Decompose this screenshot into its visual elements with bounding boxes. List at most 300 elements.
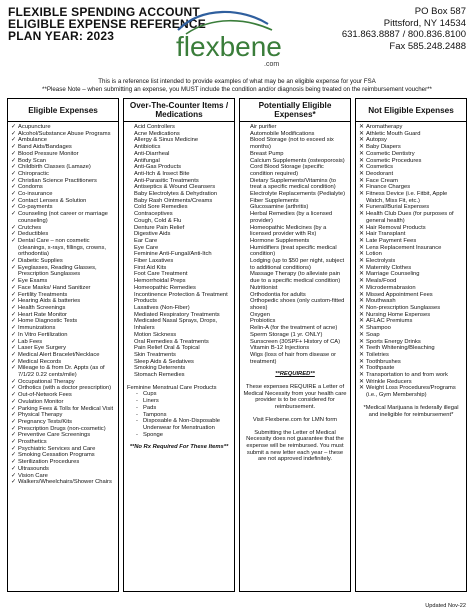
bullet-icon: - bbox=[136, 418, 138, 425]
eligible-item bbox=[11, 158, 115, 165]
eligible-item-label: Co-payments bbox=[18, 204, 53, 211]
checkmark-icon: ✓ bbox=[11, 459, 16, 466]
bullet-icon bbox=[127, 292, 134, 305]
bullet-icon bbox=[127, 265, 134, 272]
potential-item bbox=[243, 345, 347, 352]
eligible-item bbox=[11, 359, 115, 366]
otc-item bbox=[127, 372, 231, 379]
otc-item-label: Stomach Remedies bbox=[134, 372, 185, 379]
not-eligible-item bbox=[359, 164, 463, 171]
checkmark-icon: ✓ bbox=[11, 358, 16, 365]
bullet-icon bbox=[243, 131, 250, 138]
bullet-icon bbox=[243, 325, 250, 332]
potential-item bbox=[243, 298, 347, 311]
bullet-icon bbox=[127, 218, 134, 225]
otc-item-label: Acne Medications bbox=[134, 130, 180, 137]
otc-item bbox=[127, 151, 231, 158]
potential-item-label: Air purifier bbox=[250, 124, 277, 130]
bullet-icon: - bbox=[136, 404, 138, 411]
not-eligible-item bbox=[359, 258, 463, 265]
potential-item bbox=[243, 238, 347, 245]
checkmark-icon: ✓ bbox=[11, 177, 16, 184]
potential-item bbox=[243, 204, 347, 211]
otc-item bbox=[127, 204, 231, 211]
not-eligible-item bbox=[359, 359, 463, 366]
not-eligible-item-label: Wrinkle Reducers bbox=[366, 378, 412, 385]
otc-item bbox=[127, 191, 231, 198]
bullet-icon bbox=[243, 318, 250, 325]
eligible-item bbox=[11, 191, 115, 198]
not-eligible-item bbox=[359, 211, 463, 224]
not-eligible-item bbox=[359, 352, 463, 359]
eligible-item bbox=[11, 258, 115, 265]
x-mark-icon: ✕ bbox=[359, 144, 364, 151]
checkmark-icon: ✓ bbox=[11, 298, 16, 305]
eligible-item-label: Band Aids/Bandages bbox=[18, 144, 72, 151]
feminine-item-label: Liners bbox=[143, 398, 159, 405]
eligible-item-label: Vision Care bbox=[18, 472, 48, 479]
not-eligible-item bbox=[359, 191, 463, 204]
not-eligible-item-label: Finance Charges bbox=[366, 184, 411, 191]
eligible-item-label: Face Masks/ Hand Sanitizer bbox=[18, 284, 91, 291]
otc-item-label: Ear Care bbox=[134, 237, 158, 244]
eligible-item-label: Parking Fees & Tolls for Medical Visit bbox=[18, 405, 114, 412]
otc-item bbox=[127, 271, 231, 278]
eligible-list bbox=[8, 122, 118, 486]
x-mark-icon: ✕ bbox=[359, 271, 364, 278]
potential-item bbox=[243, 225, 347, 238]
not-eligible-item-label: Microdermabrasion bbox=[366, 284, 416, 291]
not-eligible-item bbox=[359, 265, 463, 272]
eligible-item-label: Lab Fees bbox=[18, 338, 43, 345]
bullet-icon bbox=[243, 124, 250, 131]
eligible-item bbox=[11, 332, 115, 339]
column-header-potential: Potentially Eligible Expenses* bbox=[240, 99, 350, 122]
potential-item-label: Probiotics bbox=[250, 318, 276, 325]
bullet-icon bbox=[243, 312, 250, 319]
eligible-item-label: Mileage to & from Dr. Appts (as of 7/1/22 0.22 cents/mile) bbox=[18, 365, 105, 379]
checkmark-icon: ✓ bbox=[11, 258, 16, 265]
not-eligible-item-label: Athletic Mouth Guard bbox=[366, 130, 421, 137]
checkmark-icon: ✓ bbox=[11, 164, 16, 171]
checkmark-icon: ✓ bbox=[11, 291, 16, 298]
potential-item bbox=[243, 178, 347, 191]
bullet-icon bbox=[243, 178, 250, 191]
intro-note: **Please Note – when submitting an expense, you MUST include the condition and/or diagnosis being treated on the reimbursement voucher** bbox=[42, 86, 432, 93]
eligible-item-label: Counseling (not career or marriage counseling) bbox=[18, 211, 108, 224]
not-eligible-item-label: AFLAC Premiums bbox=[366, 318, 413, 325]
potential-item bbox=[243, 164, 347, 177]
bullet-icon bbox=[127, 137, 134, 144]
otc-item bbox=[127, 171, 231, 178]
otc-item bbox=[127, 345, 231, 352]
checkmark-icon: ✓ bbox=[11, 191, 16, 198]
bullet-icon bbox=[127, 198, 134, 205]
checkmark-icon: ✓ bbox=[11, 398, 16, 405]
x-mark-icon: ✕ bbox=[359, 318, 364, 325]
eligible-item-label: Christian Science Practitioners bbox=[18, 177, 97, 184]
otc-item-label: Homeopathic Remedies bbox=[134, 284, 196, 291]
otc-item-label: Medicated Nasal Sprays, Drops, Inhalers bbox=[134, 318, 218, 332]
otc-list bbox=[127, 124, 231, 379]
potential-item-label: Lodging (up to $50 per night, subject to additional conditions) bbox=[250, 258, 345, 271]
checkmark-icon: ✓ bbox=[11, 418, 16, 425]
checkmark-icon: ✓ bbox=[11, 425, 16, 432]
fax-line: Fax 585.248.2488 bbox=[389, 40, 466, 52]
otc-item-label: Laxatives (Non-Fiber) bbox=[134, 304, 190, 311]
otc-item bbox=[127, 352, 231, 359]
bullet-icon bbox=[127, 312, 134, 319]
bullet-icon bbox=[127, 258, 134, 265]
potential-item-label: Homeopathic Medicines (by a licensed provider with Rx) bbox=[250, 224, 327, 238]
not-eligible-list-wrap bbox=[356, 122, 466, 418]
otc-item-label: Pain Relief Oral & Topical bbox=[134, 345, 200, 352]
potential-item-label: Breast Pump bbox=[250, 150, 284, 157]
x-mark-icon: ✕ bbox=[359, 331, 364, 338]
potential-item bbox=[243, 332, 347, 339]
bullet-icon bbox=[127, 352, 134, 359]
title-line-1: FLEXIBLE SPENDING ACCOUNT bbox=[8, 5, 200, 19]
eligible-item-label: In Vitro Fertilization bbox=[18, 331, 68, 338]
checkmark-icon: ✓ bbox=[11, 405, 16, 412]
eligible-item bbox=[11, 466, 115, 473]
not-eligible-item-label: Sports Energy Drinks bbox=[366, 338, 421, 345]
otc-item bbox=[127, 251, 231, 258]
potential-item-label: Hormone Supplements bbox=[250, 237, 310, 244]
potential-item bbox=[243, 352, 347, 365]
bullet-icon bbox=[127, 191, 134, 198]
eligible-item-label: Out-of-Network Fees bbox=[18, 392, 72, 399]
eligible-item bbox=[11, 137, 115, 144]
bullet-icon bbox=[127, 238, 134, 245]
otc-item-label: Mediated Respiratory Treatments bbox=[134, 311, 220, 318]
eligible-item-label: Walkers/Wheelchairs/Shower Chairs bbox=[18, 479, 112, 486]
checkmark-icon: ✓ bbox=[11, 144, 16, 151]
column-header-eligible: Eligible Expenses bbox=[8, 99, 118, 122]
otc-item-label: Skin Treatments bbox=[134, 351, 176, 358]
potential-item-label: Oxygen bbox=[250, 311, 270, 318]
checkmark-icon: ✓ bbox=[11, 385, 16, 392]
address-line-1: PO Box 587 bbox=[414, 6, 466, 17]
potential-item-label: Nutritionist bbox=[250, 284, 278, 291]
bullet-icon bbox=[127, 178, 134, 185]
otc-item-label: Allergy & Sinus Medicine bbox=[134, 137, 199, 144]
bullet-icon bbox=[243, 225, 250, 238]
potential-item-label: Electrolyte Replacements (Pedialyte) bbox=[250, 191, 346, 198]
eligible-item-label: Fertility Treatments bbox=[18, 291, 68, 298]
potential-list bbox=[243, 124, 347, 365]
not-eligible-item bbox=[359, 225, 463, 232]
potential-item bbox=[243, 318, 347, 325]
bullet-icon bbox=[127, 151, 134, 158]
bullet-icon bbox=[127, 184, 134, 191]
potential-item bbox=[243, 124, 347, 131]
not-eligible-item bbox=[359, 372, 463, 379]
eligible-item-label: Preventive Care Screenings bbox=[18, 432, 91, 439]
otc-item bbox=[127, 318, 231, 331]
potential-item bbox=[243, 325, 347, 332]
eligible-item bbox=[11, 473, 115, 480]
potential-item-label: Orthodontia for adults bbox=[250, 291, 306, 298]
eligible-item-label: Eye Exams bbox=[18, 278, 48, 285]
bullet-icon bbox=[243, 191, 250, 198]
x-mark-icon: ✕ bbox=[359, 130, 364, 137]
bullet-icon bbox=[127, 359, 134, 366]
updated-date: Updated Nov-22 bbox=[425, 603, 466, 609]
not-eligible-item bbox=[359, 245, 463, 252]
checkmark-icon: ✓ bbox=[11, 452, 16, 459]
bullet-icon bbox=[127, 372, 134, 379]
otc-item bbox=[127, 124, 231, 131]
otc-item bbox=[127, 332, 231, 339]
eligible-item-label: Medical Alert Bracelet/Necklace bbox=[18, 351, 100, 358]
not-eligible-item bbox=[359, 137, 463, 144]
potential-item bbox=[243, 158, 347, 165]
eligible-item bbox=[11, 318, 115, 325]
eligible-item bbox=[11, 325, 115, 332]
feminine-item-label: Tampons bbox=[143, 411, 167, 418]
not-eligible-item bbox=[359, 184, 463, 191]
eligible-item bbox=[11, 278, 115, 285]
expense-grid bbox=[7, 98, 467, 592]
feminine-item bbox=[127, 412, 231, 419]
otc-item-label: Smoking Deterrents bbox=[134, 365, 186, 372]
bullet-icon: - bbox=[136, 391, 138, 398]
eligible-item bbox=[11, 439, 115, 446]
eligible-item bbox=[11, 339, 115, 346]
not-eligible-item bbox=[359, 278, 463, 285]
column-otc bbox=[123, 98, 235, 592]
bullet-icon bbox=[243, 158, 250, 165]
potential-item-label: Blood Storage (not to exceed six months) bbox=[250, 137, 334, 151]
eligible-item-label: Home Diagnostic Tests bbox=[18, 318, 78, 325]
bullet-icon bbox=[127, 225, 134, 232]
not-eligible-item bbox=[359, 298, 463, 305]
eligible-item bbox=[11, 452, 115, 459]
x-mark-icon: ✕ bbox=[359, 358, 364, 365]
otc-item-label: Foot Care Treatment bbox=[134, 271, 188, 278]
otc-item-label: Eye Care bbox=[134, 244, 159, 251]
otc-item-label: Baby Rash Ointments/Creams bbox=[134, 197, 213, 204]
checkmark-icon: ✓ bbox=[11, 184, 16, 191]
intro-line-1: This is a reference list intended to provide examples of what may be an eligible expense for your FSA bbox=[98, 78, 376, 85]
title-line-2: ELIGIBLE EXPENSE REFERENCE bbox=[8, 17, 206, 31]
otc-item bbox=[127, 178, 231, 185]
eligible-item-label: Physical Therapy bbox=[18, 412, 63, 419]
not-eligible-item bbox=[359, 171, 463, 178]
potential-item-label: Vitamin B-12 Injections bbox=[250, 345, 310, 352]
not-eligible-item bbox=[359, 144, 463, 151]
bullet-icon bbox=[127, 171, 134, 178]
x-mark-icon: ✕ bbox=[359, 204, 364, 211]
column-header-not-eligible: Not Eligible Expenses bbox=[356, 99, 466, 122]
eligible-item-label: Condoms bbox=[18, 184, 43, 191]
potential-item-label: Automobile Modifications bbox=[250, 130, 315, 137]
logo-suffix: .com bbox=[264, 61, 280, 68]
checkmark-icon: ✓ bbox=[11, 331, 16, 338]
eligible-item-label: Body Scan bbox=[18, 157, 47, 164]
potential-item-label: Relin-A (for the treatment of acne) bbox=[250, 325, 338, 332]
not-eligible-item bbox=[359, 251, 463, 258]
bullet-icon bbox=[243, 345, 250, 352]
x-mark-icon: ✕ bbox=[359, 338, 364, 345]
checkmark-icon: ✓ bbox=[11, 124, 16, 130]
not-eligible-item-label: Late Payment Fees bbox=[366, 237, 417, 244]
checkmark-icon: ✓ bbox=[11, 304, 16, 311]
feminine-list bbox=[127, 391, 231, 438]
otc-item bbox=[127, 137, 231, 144]
x-mark-icon: ✕ bbox=[359, 191, 364, 198]
feminine-item-label: Pads bbox=[143, 404, 157, 411]
checkmark-icon: ✓ bbox=[11, 465, 16, 472]
potential-item bbox=[243, 151, 347, 158]
otc-item-label: Anti-Gas Products bbox=[134, 164, 182, 171]
not-eligible-item bbox=[359, 231, 463, 238]
eligible-item-label: Chiropractic bbox=[18, 170, 49, 177]
lmn-visit-link[interactable]: Visit Flexbene.com for LMN form bbox=[252, 416, 338, 423]
eligible-item bbox=[11, 399, 115, 406]
eligible-item-label: Medical Records bbox=[18, 358, 62, 365]
not-eligible-item-label: Baby Diapers bbox=[366, 144, 401, 151]
phone-line: 631.863.8887 / 800.836.8100 bbox=[341, 29, 466, 40]
bullet-icon bbox=[127, 339, 134, 346]
bullet-icon bbox=[127, 211, 134, 218]
potential-item-label: Calcium Supplements (osteoporosis) bbox=[250, 157, 345, 164]
otc-item-label: Denture Pain Relief bbox=[134, 224, 185, 231]
bullet-icon bbox=[127, 231, 134, 238]
checkmark-icon: ✓ bbox=[11, 197, 16, 204]
eligible-item bbox=[11, 151, 115, 158]
eligible-item bbox=[11, 171, 115, 178]
bullet-icon bbox=[127, 124, 134, 131]
otc-item bbox=[127, 164, 231, 171]
otc-item bbox=[127, 245, 231, 252]
eligible-item bbox=[11, 198, 115, 205]
checkmark-icon: ✓ bbox=[11, 445, 16, 452]
eligible-item-label: Co-insurance bbox=[18, 191, 53, 198]
not-eligible-item-label: Health Club Dues (for purposes of general health) bbox=[366, 211, 454, 224]
otc-item-label: Antibiotics bbox=[134, 144, 161, 151]
eligible-item bbox=[11, 479, 115, 486]
bullet-icon bbox=[243, 137, 250, 150]
otc-item bbox=[127, 339, 231, 346]
checkmark-icon: ✓ bbox=[11, 237, 16, 244]
x-mark-icon: ✕ bbox=[359, 304, 364, 311]
otc-item bbox=[127, 238, 231, 245]
eligible-item-label: Blood Pressure Monitor bbox=[18, 150, 79, 157]
not-eligible-item bbox=[359, 365, 463, 372]
eligible-item bbox=[11, 392, 115, 399]
otc-item bbox=[127, 131, 231, 138]
otc-item bbox=[127, 225, 231, 232]
potential-item bbox=[243, 211, 347, 224]
otc-item bbox=[127, 231, 231, 238]
feminine-item-label: Sponge bbox=[143, 431, 163, 438]
eligible-item-label: Occupational Therapy bbox=[18, 378, 75, 385]
eligible-item-label: Childbirth Classes (Lamaze) bbox=[18, 164, 91, 171]
otc-item bbox=[127, 265, 231, 272]
potential-item-label: Herbal Remedies (by a licensed provider) bbox=[250, 211, 333, 224]
eligible-item-label: Prosthetics bbox=[18, 439, 47, 446]
x-mark-icon: ✕ bbox=[359, 378, 364, 385]
intro bbox=[0, 78, 474, 94]
checkmark-icon: ✓ bbox=[11, 378, 16, 385]
potential-item-label: Massage Therapy (to alleviate pain due to a specific medical condition) bbox=[250, 271, 341, 285]
otc-item bbox=[127, 285, 231, 292]
bullet-icon bbox=[127, 365, 134, 372]
eligible-item bbox=[11, 124, 115, 131]
potential-item bbox=[243, 258, 347, 271]
potential-item-label: Orthopedic shoes (only custom-fitted shoes) bbox=[250, 298, 345, 311]
feminine-item bbox=[127, 391, 231, 398]
not-eligible-item bbox=[359, 131, 463, 138]
not-eligible-item-label: Cosmetic Procedures bbox=[366, 157, 422, 164]
eligible-item-label: Crutches bbox=[18, 224, 42, 231]
checkmark-icon: ✓ bbox=[11, 204, 16, 211]
column-not-eligible bbox=[355, 98, 467, 592]
potential-item bbox=[243, 271, 347, 284]
potential-item bbox=[243, 339, 347, 346]
checkmark-icon: ✓ bbox=[11, 211, 16, 218]
bullet-icon bbox=[243, 298, 250, 311]
x-mark-icon: ✕ bbox=[359, 237, 364, 244]
bullet-icon bbox=[243, 292, 250, 299]
not-eligible-item-label: Weight Loss Procedures/Programs (i.e., Gym Membership) bbox=[366, 385, 456, 399]
checkmark-icon: ✓ bbox=[11, 137, 16, 144]
otc-item-label: Anti-Itch & Insect Bite bbox=[134, 170, 190, 177]
not-eligible-item-label: Funeral/Burial Expenses bbox=[366, 204, 430, 211]
not-eligible-item bbox=[359, 285, 463, 292]
not-eligible-item-label: Toiletries bbox=[366, 351, 389, 358]
eligible-item-label: Pregnancy Tests/Kits bbox=[18, 418, 73, 425]
not-eligible-item bbox=[359, 305, 463, 312]
not-eligible-item bbox=[359, 124, 463, 131]
potential-item bbox=[243, 245, 347, 258]
otc-item bbox=[127, 292, 231, 305]
x-mark-icon: ✕ bbox=[359, 231, 364, 238]
potential-item-label: Fiber Supplements bbox=[250, 197, 299, 204]
checkmark-icon: ✓ bbox=[11, 392, 16, 399]
not-eligible-item-label: Toothbrushes bbox=[366, 358, 401, 365]
potential-item bbox=[243, 198, 347, 205]
eligible-item bbox=[11, 225, 115, 232]
not-eligible-item bbox=[359, 178, 463, 185]
x-mark-icon: ✕ bbox=[359, 170, 364, 177]
eligible-item bbox=[11, 211, 115, 224]
eligible-item-label: Hearing Aids & batteries bbox=[18, 298, 81, 305]
potential-list-wrap bbox=[240, 122, 350, 463]
potential-item-label: Dietary Supplements/Vitamins (to treat a specific medical condition) bbox=[250, 177, 336, 191]
otc-item bbox=[127, 198, 231, 205]
potential-item-label: Humidifiers (treat specific medical condition) bbox=[250, 244, 337, 258]
eligible-item-label: Contact Lenses & Solution bbox=[18, 197, 87, 204]
eligible-item bbox=[11, 144, 115, 151]
otc-list-wrap bbox=[124, 122, 234, 451]
bullet-icon bbox=[243, 204, 250, 211]
contact-block bbox=[342, 6, 466, 52]
otc-item-label: Feminine Anti-Fungal/Anti-Itch bbox=[134, 251, 212, 258]
otc-item bbox=[127, 359, 231, 366]
otc-footnote: **No Rx Required For These Items** bbox=[129, 444, 229, 451]
checkmark-icon: ✓ bbox=[11, 472, 16, 479]
not-eligible-item bbox=[359, 345, 463, 352]
x-mark-icon: ✕ bbox=[359, 164, 364, 171]
bullet-icon bbox=[243, 164, 250, 177]
x-mark-icon: ✕ bbox=[359, 157, 364, 164]
not-eligible-item-label: Electrolysis bbox=[366, 258, 396, 265]
x-mark-icon: ✕ bbox=[359, 137, 364, 144]
not-eligible-item-label: Autopsy bbox=[366, 137, 387, 144]
